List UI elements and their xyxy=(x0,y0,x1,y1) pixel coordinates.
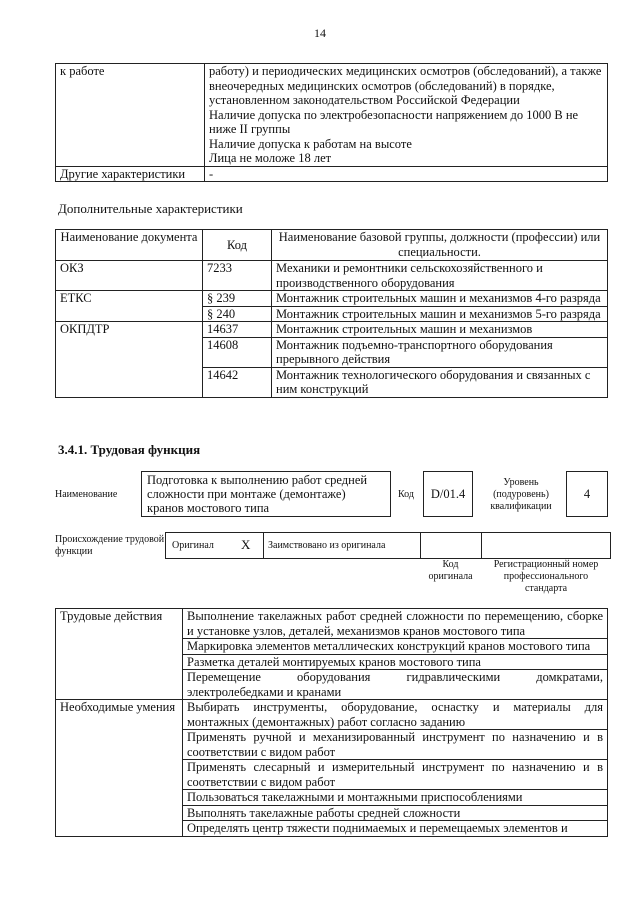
skills-list xyxy=(183,700,608,837)
requirement-line: Лица не моложе 18 лет xyxy=(209,151,332,165)
level-label: Уровень (подуровень) квалификации xyxy=(490,477,552,512)
header-name: Наименование базовой группы, должности (профессии) или специальности. xyxy=(272,230,608,261)
page-number: 14 xyxy=(314,26,326,40)
table-row xyxy=(56,291,608,307)
actions-list xyxy=(183,609,608,700)
reg-number-label: Регистрационный номер профессионального стандарта xyxy=(493,559,599,594)
requirement-line: Наличие допуска по электробезопасности напряжением до 1000 В не ниже II группы xyxy=(209,107,579,136)
name-cell: Монтажник строительных машин и механизмов 5-го разряда xyxy=(272,306,608,322)
doc-cell: ЕТКС xyxy=(56,291,203,322)
table-row xyxy=(56,700,608,837)
action-item: Выполнение такелажных работ средней сложности по перемещению, сборке и установке узлов, деталей, механизмов кранов мостового типа xyxy=(187,609,603,638)
name-cell: Монтажник строительных машин и механизмов xyxy=(272,322,608,338)
name-label: Наименование xyxy=(55,489,118,500)
table-row xyxy=(56,64,608,167)
additional-title: Дополнительные характеристики xyxy=(58,201,243,216)
action-item: Маркировка элементов металлических конструкций кранов мостового типа xyxy=(183,638,607,654)
action-item: Разметка деталей монтируемых кранов мостового типа xyxy=(183,654,607,670)
additional-table xyxy=(55,229,608,398)
table-row xyxy=(56,166,608,182)
code-label: Код xyxy=(398,489,414,500)
row-value: - xyxy=(205,166,608,182)
skill-item: Выбирать инструменты, оборудование, оснастку и материалы для монтажных (демонтажных) работ согласно заданию xyxy=(187,700,603,729)
skill-item: Применять слесарный и измерительный инструмент по назначению и в соответствии с видом работ xyxy=(183,759,607,789)
name-cell: Механики и ремонтники сельскохозяйственного и производственного оборудования xyxy=(272,261,608,291)
code-cell: § 239 xyxy=(203,291,272,307)
table-row xyxy=(56,609,608,700)
origin-row xyxy=(165,532,611,559)
original-mark: X xyxy=(241,537,251,552)
row-value xyxy=(205,64,608,167)
function-code-box: D/01.4 xyxy=(423,471,473,517)
row-label: Другие характеристики xyxy=(56,166,205,182)
requirement-line: работу) и периодических медицинских осмотров (обследований), а также внеочередных медицинских осмотров (обследований) в порядке, установленном законодательством Российской Федерации xyxy=(209,64,602,107)
function-name-box: Подготовка к выполнению работ средней сложности при монтаже (демонтаже) кранов мостового типа xyxy=(141,471,391,517)
skill-item: Выполнять такелажные работы средней сложности xyxy=(183,805,607,821)
requirements-table xyxy=(55,63,608,182)
table-row xyxy=(56,322,608,338)
header-doc: Наименование документа xyxy=(56,230,203,261)
borrowed-label: Заимствовано из оригинала xyxy=(268,540,386,551)
name-cell: Монтажник строительных машин и механизмов 4-го разряда xyxy=(272,291,608,307)
original-label: Оригинал xyxy=(172,540,214,551)
code-cell: 14608 xyxy=(203,337,272,367)
code-cell: 7233 xyxy=(203,261,272,291)
divider xyxy=(481,532,482,559)
action-item: Перемещение оборудования гидравлическими домкратами, электролебедками и кранами xyxy=(183,669,607,699)
table-header-row xyxy=(56,230,608,261)
name-cell: Монтажник подъемно-транспортного оборудования прерывного действия xyxy=(272,337,608,367)
divider xyxy=(420,532,421,559)
row-label: к работе xyxy=(56,64,205,167)
doc-cell: ОКПДТР xyxy=(56,322,203,398)
skill-item: Определять центр тяжести поднимаемых и перемещаемых элементов и xyxy=(183,820,607,836)
divider xyxy=(263,532,264,559)
table-row xyxy=(56,261,608,291)
header-code: Код xyxy=(203,230,272,261)
code-original-label: Код оригинала xyxy=(428,559,473,582)
skill-item: Применять ручной и механизированный инструмент по назначению и в соответствии с видом работ xyxy=(183,729,607,759)
code-cell: 14637 xyxy=(203,322,272,338)
actions-label: Трудовые действия xyxy=(56,609,183,700)
skills-label: Необходимые умения xyxy=(56,700,183,837)
level-box: 4 xyxy=(566,471,608,517)
code-cell: § 240 xyxy=(203,306,272,322)
requirement-line: Наличие допуска к работам на высоте xyxy=(209,136,412,151)
function-heading: 3.4.1. Трудовая функция xyxy=(58,442,201,457)
skill-item: Пользоваться такелажными и монтажными приспособлениями xyxy=(183,789,607,805)
code-cell: 14642 xyxy=(203,367,272,397)
doc-cell: ОКЗ xyxy=(56,261,203,291)
name-cell: Монтажник технологического оборудования и связанных с ним конструкций xyxy=(272,367,608,397)
origin-label: Происхождение трудовой функции xyxy=(55,534,165,557)
actions-table xyxy=(55,608,608,837)
